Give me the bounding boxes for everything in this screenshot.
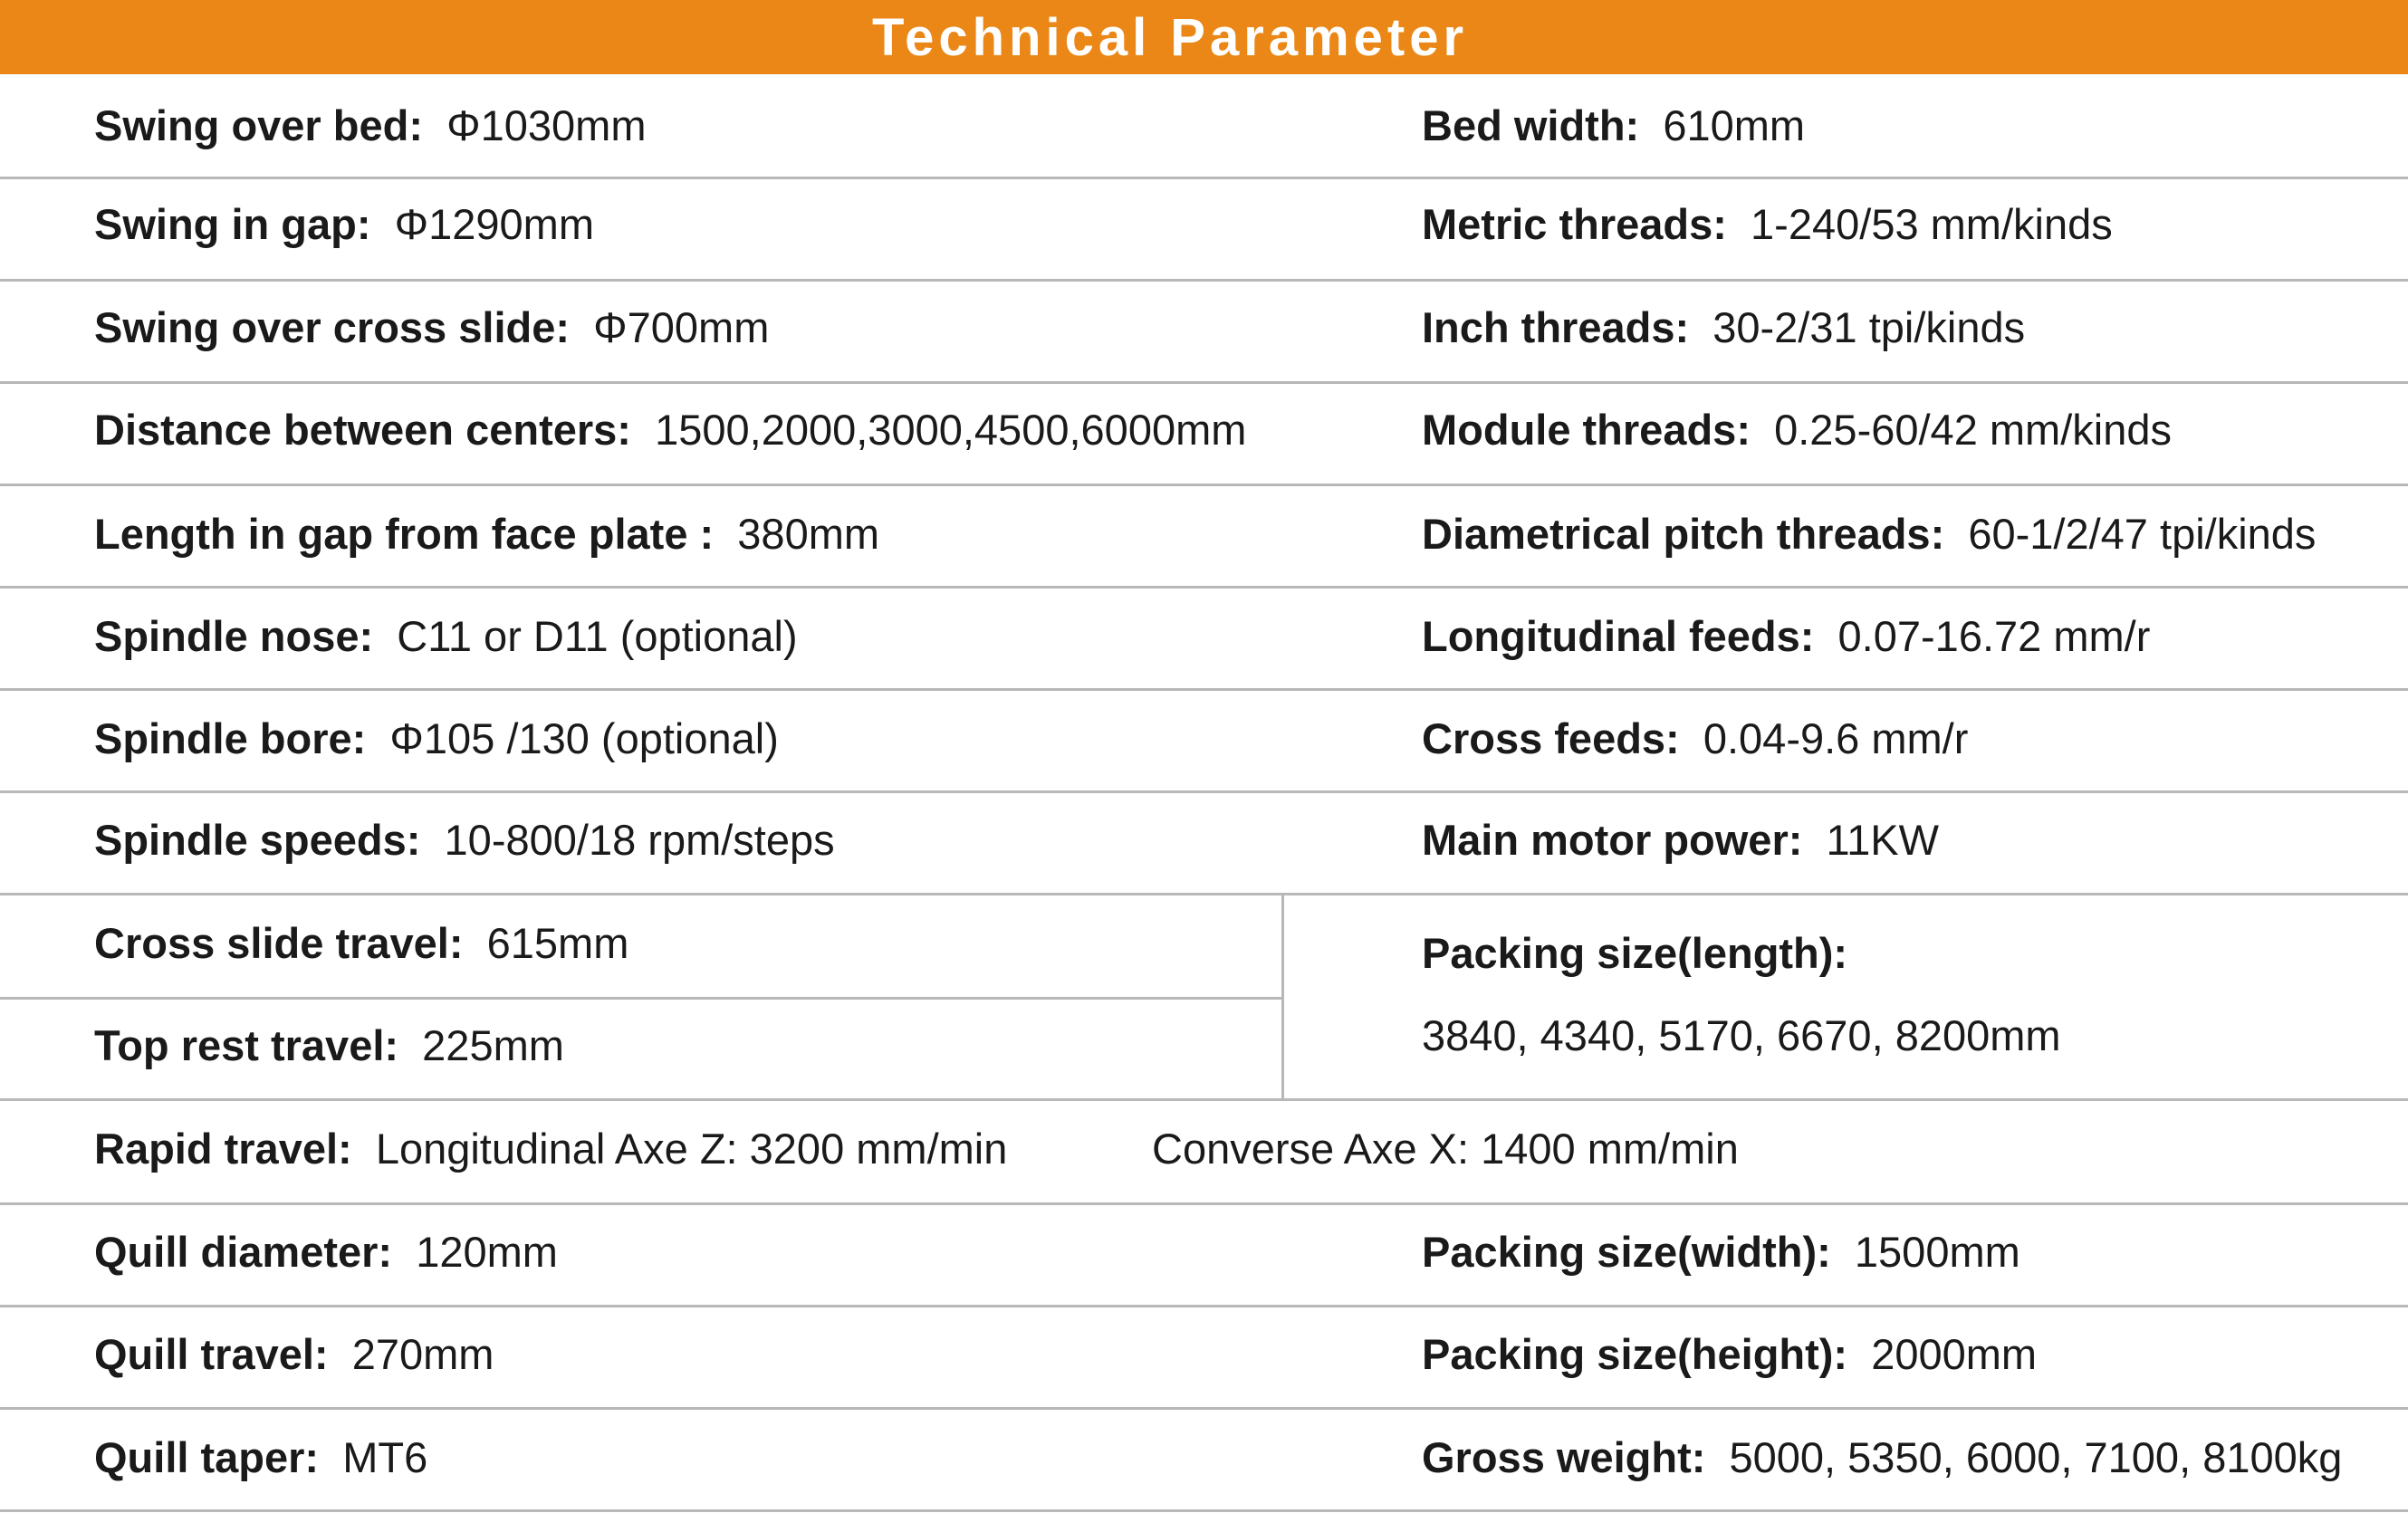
param-value: 610mm — [1663, 101, 1806, 149]
param-value: 5000, 5350, 6000, 7100, 8100kg — [1729, 1433, 2343, 1481]
param-label: Quill taper: — [94, 1433, 320, 1481]
param-label: Swing over cross slide: — [94, 303, 571, 351]
param-main-motor-power — [1422, 816, 1940, 864]
param-cross-feeds — [1422, 714, 1969, 762]
param-value: 120mm — [416, 1228, 558, 1276]
param-spindle-nose — [94, 612, 798, 660]
param-label: Spindle bore: — [94, 714, 367, 762]
table-row — [0, 74, 2408, 179]
header-bar — [0, 0, 2408, 74]
param-label: Cross slide travel: — [94, 919, 464, 967]
table-row — [0, 1205, 2408, 1307]
param-module-threads — [1422, 406, 2172, 454]
param-label: Distance between centers: — [94, 406, 631, 454]
param-label: Packing size(width): — [1422, 1228, 1831, 1276]
param-value: 225mm — [422, 1021, 564, 1069]
param-length-in-gap — [94, 510, 880, 558]
param-rapid-travel-x: Converse Axe X: 1400 mm/min — [1152, 1125, 1739, 1173]
divider — [1281, 895, 1284, 1101]
table-row — [0, 486, 2408, 589]
param-label: Quill diameter: — [94, 1228, 393, 1276]
param-label: Spindle nose: — [94, 612, 374, 660]
param-label: Swing in gap: — [94, 200, 371, 248]
param-inch-threads — [1422, 303, 2026, 351]
table-row — [0, 1307, 2408, 1410]
param-rapid-travel — [94, 1125, 1008, 1173]
param-value: 1500mm — [1854, 1228, 2020, 1276]
param-value: 60-1/2/47 tpi/kinds — [1968, 510, 2317, 558]
param-value: 270mm — [351, 1330, 494, 1378]
param-value: 2000mm — [1871, 1330, 2038, 1378]
param-quill-taper — [94, 1433, 428, 1481]
param-label: Module threads: — [1422, 406, 1751, 454]
divider — [0, 997, 1283, 1000]
param-cross-slide-travel — [94, 919, 629, 967]
table-row — [0, 179, 2408, 282]
param-label: Top rest travel: — [94, 1021, 399, 1069]
param-value: Φ1290mm — [394, 200, 594, 248]
param-label: Rapid travel: — [94, 1125, 352, 1173]
param-swing-over-bed — [94, 101, 647, 149]
param-value: 1500,2000,3000,4500,6000mm — [655, 406, 1247, 454]
param-diametrical-pitch-threads — [1422, 510, 2317, 558]
param-value: 0.07-16.72 mm/r — [1837, 612, 2151, 660]
param-label: Metric threads: — [1422, 200, 1727, 248]
param-metric-threads — [1422, 200, 2113, 248]
table-row — [0, 384, 2408, 486]
param-spindle-bore — [94, 714, 779, 762]
param-distance-between-centers — [94, 406, 1247, 454]
table-row — [0, 282, 2408, 384]
param-value: 0.25-60/42 mm/kinds — [1774, 406, 2172, 454]
param-bed-width — [1422, 101, 1806, 149]
param-packing-length-label: Packing size(length): — [1422, 929, 1848, 977]
param-label: Cross feeds: — [1422, 714, 1680, 762]
param-top-rest-travel — [94, 1021, 564, 1069]
param-value: 10-800/18 rpm/steps — [444, 816, 835, 864]
param-label: Quill travel: — [94, 1330, 329, 1378]
param-value: Φ105 /130 (optional) — [389, 714, 779, 762]
param-label: Diametrical pitch threads: — [1422, 510, 1945, 558]
param-label: Bed width: — [1422, 101, 1640, 149]
table-row — [0, 1410, 2408, 1512]
param-packing-length-value: 3840, 4340, 5170, 6670, 8200mm — [1422, 1011, 2061, 1059]
param-gross-weight — [1422, 1433, 2343, 1481]
param-quill-travel — [94, 1330, 494, 1378]
table-row — [0, 793, 2408, 895]
param-value: MT6 — [342, 1433, 428, 1481]
param-swing-over-cross-slide — [94, 303, 770, 351]
param-packing-width — [1422, 1228, 2020, 1276]
table-row — [0, 1101, 2408, 1205]
table-row — [0, 589, 2408, 691]
param-label: Main motor power: — [1422, 816, 1803, 864]
param-label: Spindle speeds: — [94, 816, 421, 864]
param-label: Gross weight: — [1422, 1433, 1706, 1481]
param-swing-in-gap — [94, 200, 594, 248]
param-value: 380mm — [737, 510, 880, 558]
param-spindle-speeds — [94, 816, 835, 864]
param-label: Packing size(height): — [1422, 1330, 1848, 1378]
param-label: Longitudinal feeds: — [1422, 612, 1815, 660]
param-quill-diameter — [94, 1228, 558, 1276]
param-value: 1-240/53 mm/kinds — [1751, 200, 2113, 248]
param-value: Φ700mm — [593, 303, 770, 351]
param-value: C11 or D11 (optional) — [397, 612, 798, 660]
param-value: 0.04-9.6 mm/r — [1703, 714, 1969, 762]
param-value: 615mm — [486, 919, 629, 967]
param-packing-height — [1422, 1330, 2038, 1378]
param-value: 11KW — [1826, 816, 1940, 864]
param-longitudinal-feeds — [1422, 612, 2151, 660]
param-label: Inch threads: — [1422, 303, 1690, 351]
param-value: Longitudinal Axe Z: 3200 mm/min — [375, 1125, 1008, 1173]
table-row — [0, 691, 2408, 793]
param-value: 30-2/31 tpi/kinds — [1712, 303, 2026, 351]
param-label: Swing over bed: — [94, 101, 423, 149]
param-label: Length in gap from face plate : — [94, 510, 715, 558]
page-title: Technical Parameter — [871, 7, 1469, 67]
param-value: Φ1030mm — [446, 101, 647, 149]
